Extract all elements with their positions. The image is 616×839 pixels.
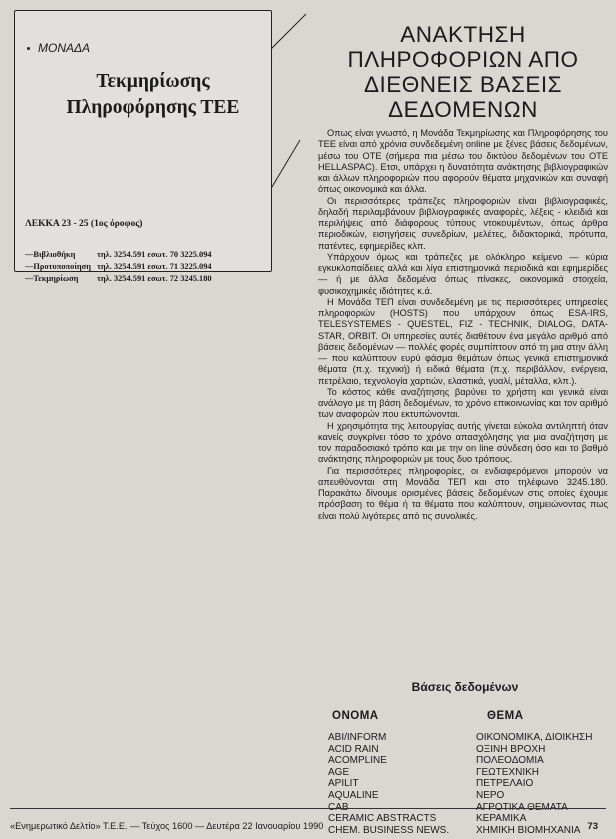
phone-row xyxy=(25,273,271,285)
unit-title-line-1: Τεκμηρίωσης xyxy=(96,71,210,92)
column-header-name: ΟΝΟΜΑ xyxy=(332,710,379,722)
unit-label xyxy=(27,41,90,55)
footer-divider xyxy=(10,808,606,809)
database-name: AGE xyxy=(328,766,350,778)
phone-list xyxy=(25,249,271,285)
column-header-topic: ΘΕΜΑ xyxy=(487,710,524,722)
database-name: APILIT xyxy=(328,778,359,790)
database-topic-list xyxy=(476,732,592,836)
database-topic: ΧΗΜΙΚΗ ΒΙΟΜΗΧΑΝΙΑ xyxy=(476,824,581,836)
body-paragraph-4: Η Μονάδα ΤΕΠ είναι συνδεδεμένη με τις περισσότερες υπηρεσίες πληροφοριών (HOSTS) που υπάρχουν όπως ESA-IRS, TELESYSTEMES - QUESTEL, FIZ - TECHNIK, DIALOG, DATA-STAR, ORBIT. Οι υπηρεσίες αυτές διαθέτουν ένα μεγάλο αριθμό από βάσεις δεδομένων — πολλές φορές συμπίπτουν από τη μια στην άλλη — που καλύπτουν ευρύ φάσμα θεμάτων όπως γενικά επιστημονικά θέματα (π.χ. τεχνική) ή ειδικά θέματα (π.χ. περιβάλλον, ενέργεια, πετρέλαιο, τεχνολογία χαρτιών, ελαστικά, γυαλί, μέταλλα, κλπ.). xyxy=(318,296,608,386)
databases-heading: Βάσεις δεδομένων xyxy=(411,680,519,694)
database-topic: ΓΕΩΤΕΧΝΙΚΗ xyxy=(476,766,539,778)
phone-number: τηλ. 3254.591 εσωτ. 70 3225.094 xyxy=(97,250,212,259)
database-topic: ΝΕΡΟ xyxy=(476,789,505,801)
database-name-list xyxy=(328,732,449,836)
body-paragraph-5: Το κόστος κάθε αναζήτησης βαρύνει το χρήστη και γενικά είναι ανάλογο με τη βάση δεδομένων, το χρόνο επικοινωνίας και τον αριθμό των αναφορών που εκτυπώνονται. xyxy=(318,386,608,420)
database-topic: ΠΕΤΡΕΛΑΙΟ xyxy=(476,778,534,790)
unit-label-text: ΜΟΝΑΔΑ xyxy=(38,41,91,55)
article-body xyxy=(318,128,608,522)
database-name: ABI/INFORM xyxy=(328,732,387,743)
database-topic: ΟΞΙΝΗ ΒΡΟΧΗ xyxy=(476,743,546,755)
unit-title xyxy=(33,69,273,121)
unit-info-box xyxy=(14,10,272,283)
phone-label: —Βιβλιοθήκη xyxy=(25,250,76,259)
body-paragraph-6: Η χρησιμότητα της λειτουργίας αυτής γίνεται εύκολα αντιληπτή όταν κανείς συγκρίνει τόσο το χρόνο απασχόλησης για μια αναζήτηση με τον παραδοσιακό τρόπο και με την on line σύνδεση όσο και το βαθμό ανάκτησης πληροφοριών με τους δυο τρόπους. xyxy=(318,420,608,465)
database-name: ACOMPLINE xyxy=(328,755,387,767)
body-paragraph-2: Οι περισσότερες τράπεζες πληροφοριών είναι βιβλιογραφικές, δηλαδή περιλαμβάνουν βιβλιογραφικές αναφορές, λέξεις - κλειδιά και περιλήψεις από διάφορους τύπους ντοκουμέντων, όπως άρθρα περιοδικών, εισηγήσεις συνεδρίων, μελέτες, διδακτορικά, πρότυπα, πατέντες, εφημερίδες κλπ. xyxy=(318,195,608,251)
phone-row xyxy=(25,249,271,261)
database-topic: ΠΟΛΕΟΔΟΜΙΑ xyxy=(476,755,544,767)
database-name: CHEM. BUSINESS NEWS. xyxy=(328,824,450,836)
phone-number: τηλ. 3254.591 εσωτ. 72 3245.180 xyxy=(97,274,212,283)
database-topic: ΟΙΚΟΝΟΜΙΚΑ, ΔΙΟΙΚΗΣΗ xyxy=(476,732,593,743)
unit-address: ΛΕΚΚΑ 23 - 25 (1ος όροφος) xyxy=(25,219,143,229)
database-topic: ΚΕΡΑΜΙΚΑ xyxy=(476,813,527,825)
page-number: 73 xyxy=(587,821,598,832)
unit-title-line-2: Πληροφόρησης ΤΕΕ xyxy=(66,97,240,118)
database-name: ACID RAIN xyxy=(328,743,379,755)
database-name: CERAMIC ABSTRACTS xyxy=(328,813,437,825)
headline-line-3: ΔΙΕΘΝΕΙΣ ΒΑΣΕΙΣ xyxy=(363,72,563,97)
headline-line-2: ΠΛΗΡΟΦΟΡΙΩΝ ΑΠΟ xyxy=(347,47,579,72)
headline-line-4: ΔΕΔΟΜΕΝΩΝ xyxy=(388,97,538,122)
phone-label: —Τεκμηρίωση xyxy=(25,274,79,283)
phone-label: —Προτυποποίηση xyxy=(25,262,91,271)
phone-number: τηλ. 3254.591 εσωτ. 71 3225.094 xyxy=(97,262,212,271)
headline-line-1: ΑΝΑΚΤΗΣΗ xyxy=(400,22,526,47)
body-paragraph-7: Για περισσότερες πληροφορίες, οι ενδιαφερόμενοι μπορούν να απευθύνονται στη Μονάδα ΤΕΠ και στο τηλέφωνο 3245.180. Παρακάτω δίνουμε ορισμένες βάσεις δεδομένων στις οποίες έχουμε πρόσβαση το θέμα ή τα θέματα που καλύπτουν, σημειώνοντας πως είναι πολύ λιγότερες από τις συνολικές. xyxy=(318,465,608,521)
body-paragraph-1: Οπως είναι γνωστό, η Μονάδα Τεκμηρίωσης και Πληροφόρησης του ΤΕΕ είναι από χρόνια συνδεδεμένη online με ξένες βάσεις δεδομένων, μέσω του ΟΤΕ (σήμερα πια μέσω του δικτύου δεδομένων του ΟΤΕ HELLASPAC). Ετσι, υπάρχει η δυνατότητα ανάκτησης βιβλιογραφικών και άλλων πληροφοριών που αφορούν θέματα μηχανικών και συναφή όπως οικονομικά και άλλα. xyxy=(318,128,608,195)
phone-row xyxy=(25,261,271,273)
database-name: AQUALINE xyxy=(328,789,379,801)
article-headline xyxy=(318,22,608,122)
footer-issue-line: «Ενημερωτικό Δελτίο» Τ.Ε.Ε. — Τεύχος 1600 — Δευτέρα 22 Ιανουαρίου 1990 xyxy=(10,821,324,831)
bullet-icon xyxy=(27,47,30,50)
body-paragraph-3: Υπάρχουν όμως και τράπεζες με ολόκληρο κείμενο — κύρια εγκυκλοπαίδειες αλλά και λίγα επιστημονικά περιοδικά και εφημερίδες — ή με άλλα δεδομένα όπως πίνακες, οικονομικά στοιχεία, φυσικοχημικές ιδιότητες κ.ά. xyxy=(318,251,608,296)
